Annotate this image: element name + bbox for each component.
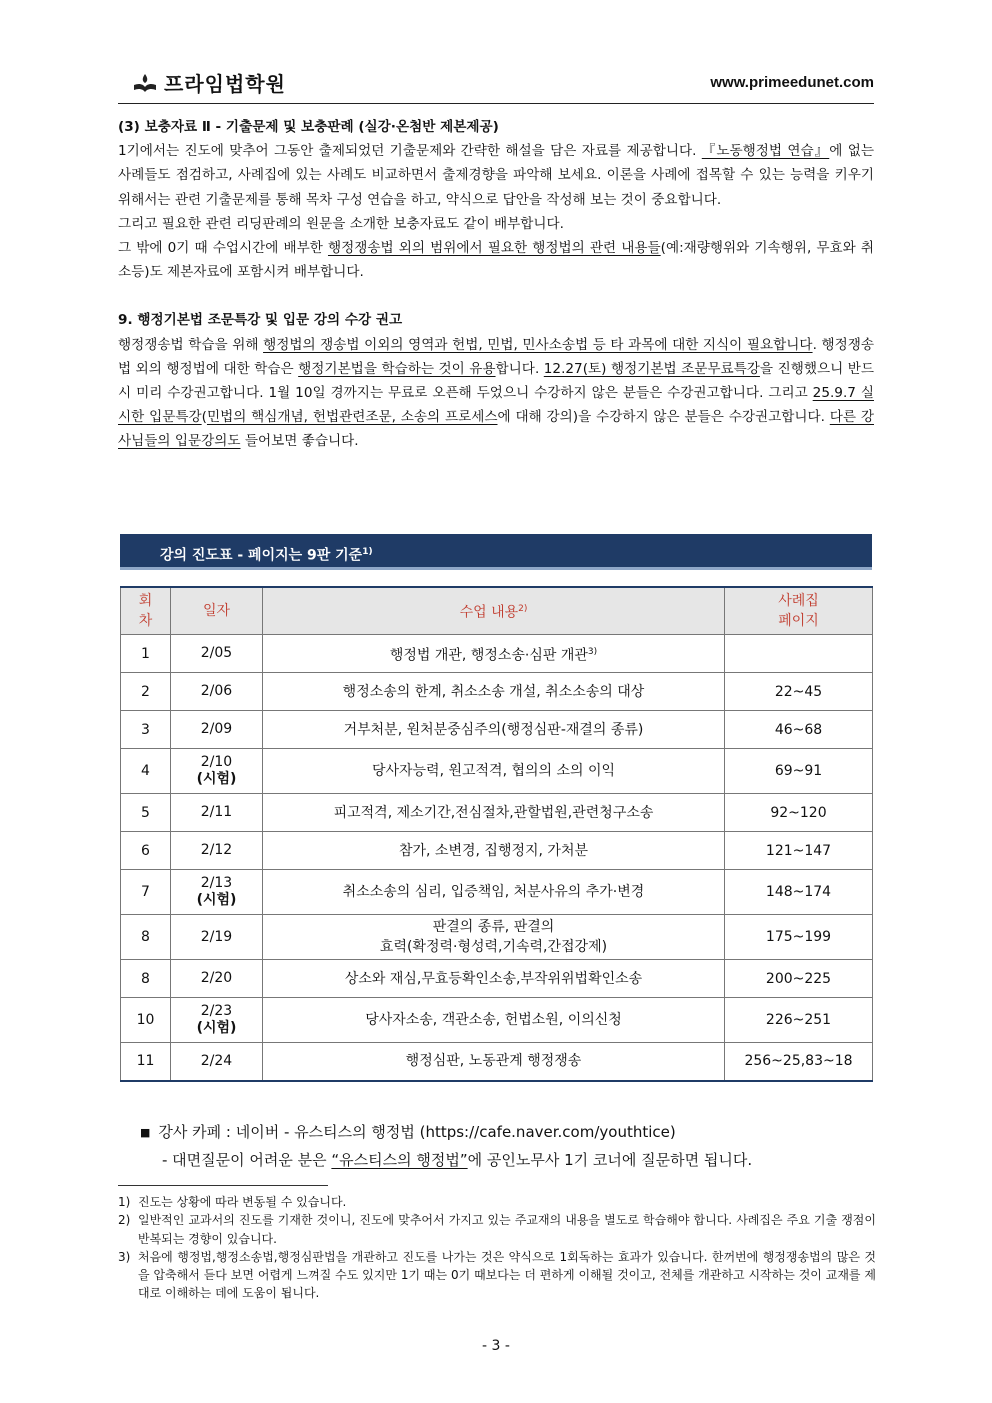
- cell-session: 7: [121, 870, 171, 915]
- table-row: [121, 673, 873, 711]
- cell-page: 69~91: [725, 749, 873, 794]
- cell-content: 피고적격, 제소기간,전심절차,관할법원,관련청구소송: [263, 794, 725, 832]
- cell-page: 256~25,83~18: [725, 1043, 873, 1081]
- table-row: [121, 998, 873, 1043]
- cell-date: 2/13 (시험): [171, 870, 263, 915]
- table-row: [121, 749, 873, 794]
- table-row: [121, 711, 873, 749]
- logo: [132, 68, 286, 97]
- cell-date: 2/06: [171, 673, 263, 711]
- cell-content: 당사자소송, 객관소송, 헌법소원, 이의신청: [263, 998, 725, 1043]
- header-session: 회 차: [121, 587, 171, 635]
- footnote: 1) 진도는 상황에 따라 변동될 수 있습니다.: [118, 1195, 347, 1209]
- cell-page: 22~45: [725, 673, 873, 711]
- cell-date: 2/24: [171, 1043, 263, 1081]
- supplement-paragraph-3: 그 밖에 0기 때 수업시간에 배부한 행정쟁송법 외의 범위에서 필요한 행정법의 관련 내용들(예:재량행위와 기속행위, 무효와 취소등)도 제본자료에 포함시켜 배부합니다.: [118, 240, 874, 281]
- section-9-title: 9. 행정기본법 조문특강 및 입문 강의 수강 권고: [118, 312, 403, 329]
- cell-date: 2/23 (시험): [171, 998, 263, 1043]
- table-row: [121, 960, 873, 998]
- cell-content: 상소와 재심,무효등확인소송,부작위위법확인소송: [263, 960, 725, 998]
- cell-page: 226~251: [725, 998, 873, 1043]
- cell-content: 거부처분, 원처분중심주의(행정심판-재결의 종류): [263, 711, 725, 749]
- cafe-line: ■ 강사 카페 : 네이버 - 유스티스의 행정법 (https://cafe.naver.com/youthtice): [140, 1123, 676, 1141]
- footnote-divider: [118, 1185, 328, 1186]
- header-page: 사례집 페이지: [725, 587, 873, 635]
- page-number: - 3 -: [482, 1338, 510, 1354]
- footnote: 3) 처음에 행정법,행정소송법,행정심판법을 개관하고 진도를 나가는 것은 약식으로 1회독하는 효과가 있습니다. 한꺼번에 행정쟁송법의 많은 것을 압축해서 듣다 보면 어렵게 느껴질 수도 있지만 1기 때는 0기 때보다는 더 편하게 이해될 것이고, 전체를 개관하고 시작하는 것이 교재를 제대로 이해하는 데에 도움이 됩니다.: [118, 1249, 876, 1301]
- cell-content: 행정소송의 한계, 취소소송 개설, 취소소송의 대상: [263, 673, 725, 711]
- schedule-banner: 강의 진도표 - 페이지는 9판 기준$^{1)}$: [120, 534, 872, 570]
- footnotes: [118, 1193, 876, 1303]
- cell-date: 2/19: [171, 915, 263, 960]
- cell-page: 92~120: [725, 794, 873, 832]
- cell-session: 1: [121, 635, 171, 673]
- cell-session: 10: [121, 998, 171, 1043]
- cell-session: 4: [121, 749, 171, 794]
- cell-session: 2: [121, 673, 171, 711]
- site-url: www.primeedunet.com: [710, 74, 874, 91]
- footnote: 2) 일반적인 교과서의 진도를 기재한 것이니, 진도에 맞추어서 가지고 있는 주교재의 내용을 별도로 학습해야 합니다. 사례집은 주요 기출 쟁점이 반복되는 경향이 있습니다.: [118, 1213, 876, 1246]
- schedule-table: [120, 586, 873, 1082]
- header-content: 수업 내용$^{2)}$: [263, 587, 725, 635]
- table-row: [121, 1043, 873, 1081]
- cell-session: 8: [121, 915, 171, 960]
- cafe-question-line: - 대면질문이 어려운 분은 “유스티스의 행정법”에 공인노무사 1기 코너에 질문하면 됩니다.: [162, 1151, 753, 1169]
- supplement-title: (3) 보충자료 Ⅱ - 기출문제 및 보충판례 (실강·온첨반 제본제공): [118, 119, 499, 135]
- exam-badge: (시험): [196, 892, 237, 908]
- supplement-paragraph-2: 그리고 필요한 관련 리딩판례의 원문을 소개한 보충자료도 같이 배부합니다.: [118, 215, 564, 232]
- cell-date: 2/09: [171, 711, 263, 749]
- table-header-row: [121, 587, 873, 635]
- cell-page: 121~147: [725, 832, 873, 870]
- table-row: [121, 794, 873, 832]
- cell-page: 148~174: [725, 870, 873, 915]
- cell-session: 3: [121, 711, 171, 749]
- cell-content: 판결의 종류, 판결의 효력(확정력·형성력,기속력,간접강제): [263, 915, 725, 960]
- table-row: [121, 832, 873, 870]
- cell-page: [725, 635, 873, 673]
- cell-session: 6: [121, 832, 171, 870]
- exam-badge: (시험): [196, 771, 237, 787]
- table-row: [121, 870, 873, 915]
- exam-badge: (시험): [196, 1020, 237, 1036]
- book-logo-icon: [132, 71, 158, 95]
- cell-session: 8: [121, 960, 171, 998]
- cell-page: 200~225: [725, 960, 873, 998]
- logo-text: 프라임법학원: [164, 72, 286, 96]
- header-divider: [118, 103, 874, 104]
- cell-date: 2/20: [171, 960, 263, 998]
- cell-page: 175~199: [725, 915, 873, 960]
- cell-date: 2/12: [171, 832, 263, 870]
- cell-date: 2/05: [171, 635, 263, 673]
- cell-date: 2/10 (시험): [171, 749, 263, 794]
- cell-content: 행정법 개관, 행정소송·심판 개관$^{3)}$: [263, 635, 725, 673]
- section-9-paragraph: 행정쟁송법 학습을 위해 행정법의 쟁송법 이외의 영역과 헌법, 민법, 민사소송법 등 타 과목에 대한 지식이 필요합니다. 행정쟁송법 외의 행정법에 대한 학습은 행정기본법을 학습하는 것이 유용합니다. 12.27(토) 행정기본법 조문무료특강을 진행했으니 반드시 미리 수강권고합니다. 1월 10일 경까지는 무료로 오픈해 두었으니 수강하지 않은 분들은 수강권고합니다. 그리고 25.9.7 실시한 입문특강(민법의 핵심개념, 헌법관련조문, 소송의 프로세스에 대해 강의)을 수강하지 않은 분들은 수강권고합니다. 다른 강사님들의 입문강의도 들어보면 좋습니다.: [118, 336, 875, 450]
- cell-session: 5: [121, 794, 171, 832]
- cell-content: 당사자능력, 원고적격, 협의의 소의 이익: [263, 749, 725, 794]
- cell-page: 46~68: [725, 711, 873, 749]
- table-row: [121, 635, 873, 673]
- cell-date: 2/11: [171, 794, 263, 832]
- cell-content: 참가, 소변경, 집행정지, 가처분: [263, 832, 725, 870]
- header-date: 일자: [171, 587, 263, 635]
- cell-session: 11: [121, 1043, 171, 1081]
- cell-content: 취소소송의 심리, 입증책임, 처분사유의 추가·변경: [263, 870, 725, 915]
- table-row: [121, 915, 873, 960]
- body-text: [118, 115, 874, 454]
- cell-content: 행정심판, 노동관계 행정쟁송: [263, 1043, 725, 1081]
- square-bullet-icon: ■: [140, 1126, 151, 1139]
- supplement-paragraph-1: 1기에서는 진도에 맞추어 그동안 출제되었던 기출문제와 간략한 해설을 담은 자료를 제공합니다. 『노동행정법 연습』에 없는 사례들도 점검하고, 사례집에 있는 사례도 비교하면서 출제경향을 파악해 보세요. 이론을 사례에 접목할 수 있는 능력을 키우기 위해서는 관련 기출문제를 통해 목차 구성 연습을 하고, 약식으로 답안을 작성해 보는 것이 중요합니다.: [118, 143, 874, 208]
- cafe-info: [140, 1119, 752, 1173]
- page-header: [118, 66, 874, 100]
